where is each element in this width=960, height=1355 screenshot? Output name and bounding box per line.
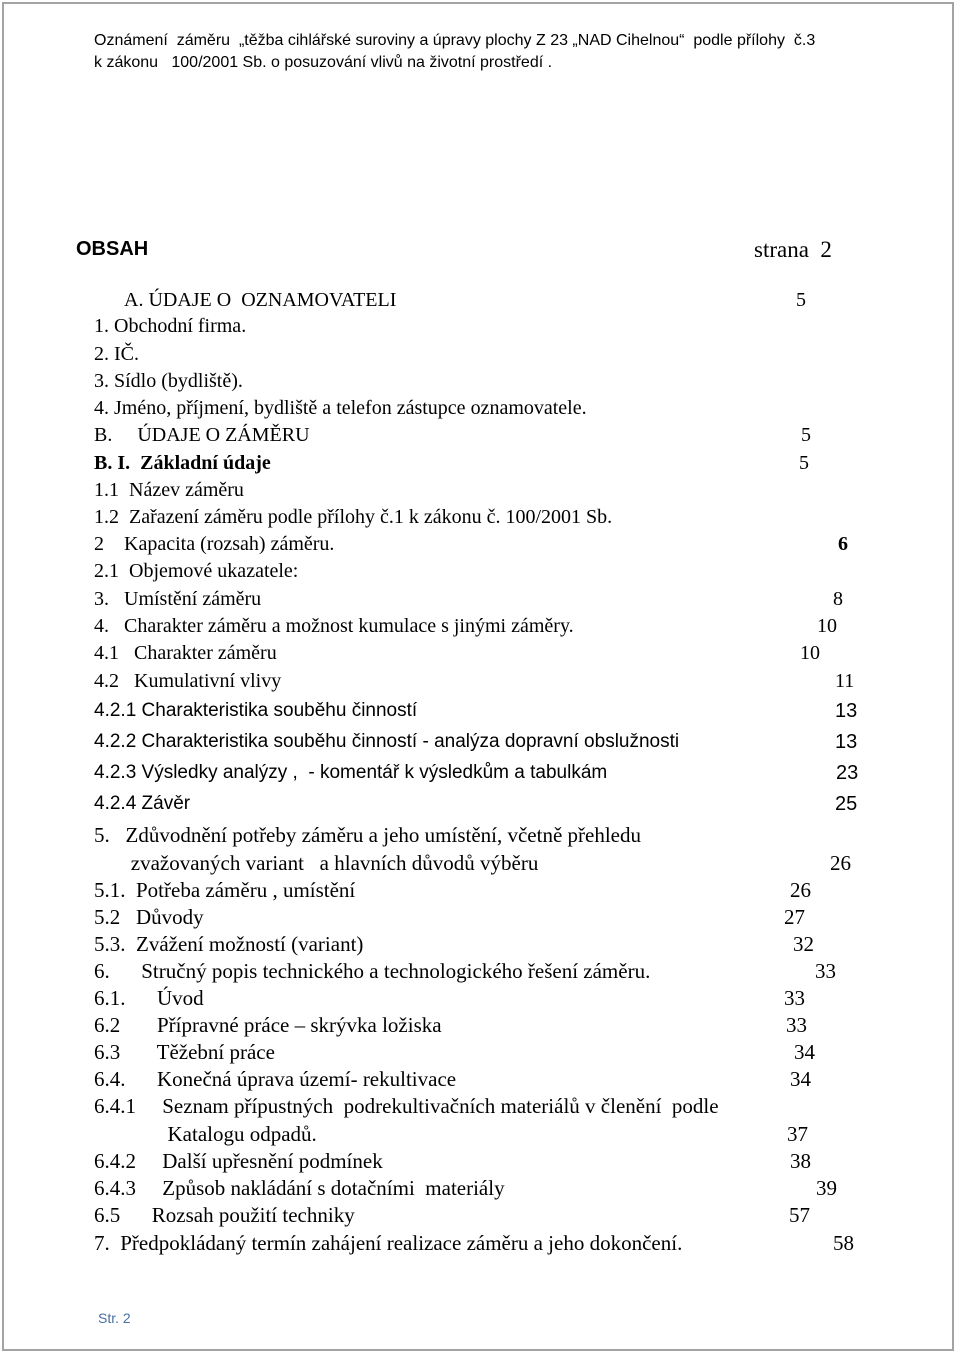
toc-page-number: 33 [784,986,805,1010]
toc-entry: 4.2.1 Charakteristika souběhu činností [94,700,418,721]
toc-entry: 4.1 Charakter záměru [94,642,277,664]
toc-page-number: 11 [835,670,855,692]
toc-page-number: 34 [794,1040,815,1064]
toc-entry: 6.1. Úvod [94,986,204,1010]
toc-entry: 6.2 Přípravné práce – skrývka ložiska [94,1013,442,1037]
toc-entry: 4.2.2 Charakteristika souběhu činností - analýza dopravní obslužnosti [94,731,680,752]
toc-page-number: 5 [801,424,811,446]
toc-entry: 7. Předpokládaný termín zahájení realizace záměru a jeho dokončení. [94,1231,683,1255]
toc-page-number: 32 [793,932,814,956]
toc-entry: 6.4.1 Seznam přípustných podrekultivačních materiálů v členění podle [94,1094,719,1118]
toc-entry: 4. Jméno, příjmení, bydliště a telefon zástupce oznamovatele. [94,397,587,419]
toc-entry: 5. Zdůvodnění potřeby záměru a jeho umístění, včetně přehledu [94,823,641,847]
toc-entry: 4.2 Kumulativní vlivy [94,670,282,692]
toc-page-label: strana 2 [754,237,832,262]
toc-page-number: 27 [784,905,805,929]
toc-page-number: 39 [816,1176,837,1200]
toc-page-number: 10 [817,615,837,637]
toc-entry: zvažovaných variant a hlavních důvodů výběru [94,851,539,875]
toc-entry: Katalogu odpadů. [94,1122,317,1146]
toc-page-number: 13 [835,731,858,753]
toc-page-number: 8 [833,588,843,610]
toc-page-number: 37 [787,1122,808,1146]
toc-entry: 6.3 Těžební práce [94,1040,275,1064]
toc-entry: 4. Charakter záměru a možnost kumulace s jinými záměry. [94,615,574,637]
document-header [94,30,884,74]
toc-entry: 4.2.3 Výsledky analýzy , - komentář k výsledkům a tabulkám [94,762,608,783]
toc-entry: 4.2.4 Závěr [94,793,191,814]
toc-page-number: 5 [796,289,806,311]
toc-entry: 2. IČ. [94,343,139,365]
toc-entry: 6. Stručný popis technického a technologického řešení záměru. [94,959,651,983]
toc-entry: 6.4.3 Způsob nakládání s dotačními materiály [94,1176,505,1200]
toc-page-number: 33 [786,1013,807,1037]
toc-page-number: 6 [838,533,848,555]
toc-page-number: 13 [835,700,858,722]
toc-page-number: 26 [830,851,851,875]
toc-entry: 1.1 Název záměru [94,479,244,501]
toc-entry: 6.4.2 Další upřesnění podmínek [94,1149,383,1173]
toc-page-number: 23 [836,762,859,784]
header-line-2: k zákonu 100/2001 Sb. o posuzování vlivů na životní prostředí . [94,54,553,71]
toc-page-number: 26 [790,878,811,902]
toc-page-number: 5 [799,452,809,474]
toc-entry: 1.2 Zařazení záměru podle přílohy č.1 k zákonu č. 100/2001 Sb. [94,506,613,528]
toc-entry: 5.2 Důvody [94,905,204,929]
toc-entry: 3. Sídlo (bydliště). [94,370,243,392]
toc-entry: 5.1. Potřeba záměru , umístění [94,878,356,902]
toc-entry: 2.1 Objemové ukazatele: [94,560,299,582]
toc-entry: 3. Umístění záměru [94,588,262,610]
toc-page-number: 38 [790,1149,811,1173]
toc-entry: B. ÚDAJE O ZÁMĚRU [94,424,310,446]
toc-page-number: 57 [789,1203,810,1227]
toc-entry: 5.3. Zvážení možností (variant) [94,932,364,956]
toc-entry: A. ÚDAJE O OZNAMOVATELI [124,289,397,311]
page-footer: Str. 2 [98,1310,131,1326]
header-line-1: Oznámení záměru „těžba cihlářské suroviny a úpravy plochy Z 23 „NAD Cihelnou“ podle přílohy č.3 [94,32,816,49]
toc-page-number: 58 [833,1231,854,1255]
toc-page-number: 10 [800,642,820,664]
toc-entry: 1. Obchodní firma. [94,315,247,337]
toc-entry: B. I. Základní údaje [94,452,271,474]
toc-title: OBSAH [76,238,149,260]
toc-entry: 2 Kapacita (rozsah) záměru. [94,533,335,555]
toc-page-number: 34 [790,1067,811,1091]
toc-entry: 6.4. Konečná úprava území- rekultivace [94,1067,457,1091]
toc-page-number: 33 [815,959,836,983]
toc-entry: 6.5 Rozsah použití techniky [94,1203,355,1227]
toc-page-number: 25 [835,793,858,815]
